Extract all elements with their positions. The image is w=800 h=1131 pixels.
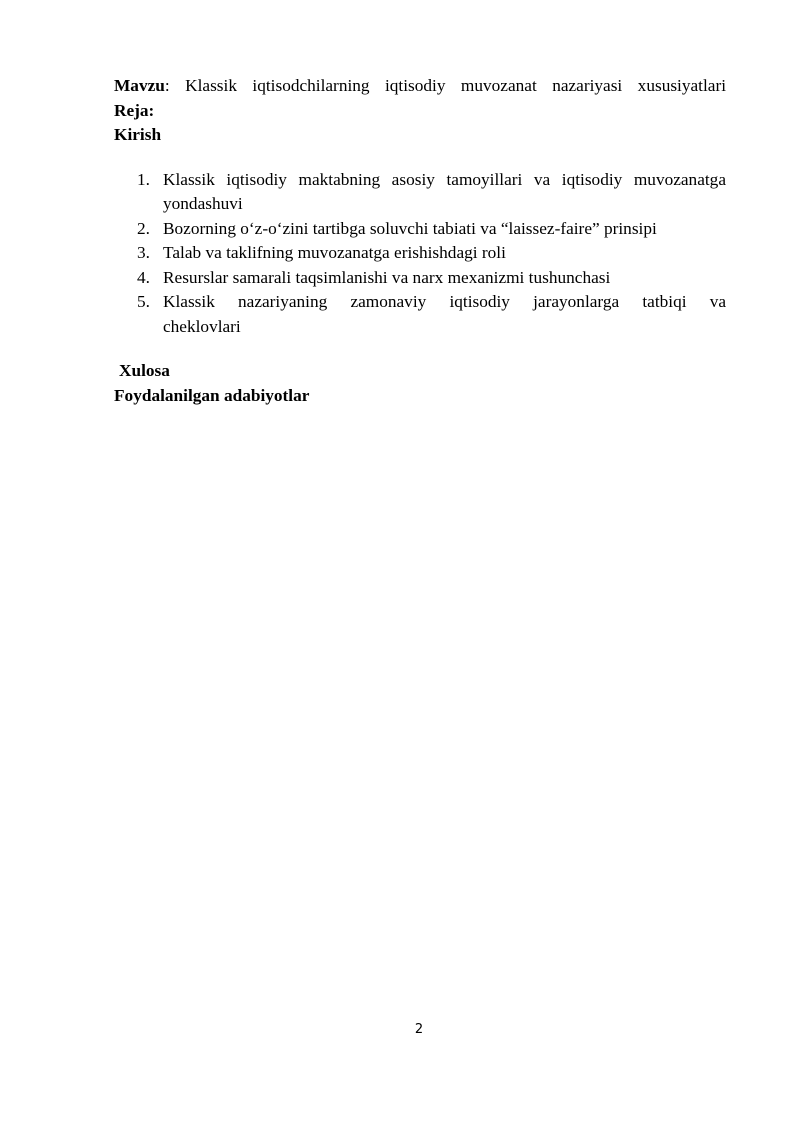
plan-item-2 xyxy=(114,217,726,242)
topic-label: Mavzu xyxy=(114,76,165,95)
plan-item-number: 5. xyxy=(137,292,150,311)
plan-item-text: Resurslar samarali taqsimlanishi va narx mexanizmi tushunchasi xyxy=(163,267,611,287)
plan-item-number: 2. xyxy=(137,218,150,238)
document-page xyxy=(114,74,726,408)
intro-heading: Kirish xyxy=(114,125,162,144)
plan-item-text: Klassik iqtisodiy maktabning asosiy tamoyillari va iqtisodiy muvozanatga yondashuvi xyxy=(163,169,726,213)
plan-item-number: 4. xyxy=(137,267,150,287)
plan-item-number: 1. xyxy=(137,169,150,189)
topic-line xyxy=(114,74,726,99)
page-number: 2 xyxy=(414,1022,424,1037)
plan-item-4 xyxy=(114,266,726,291)
plan-item-3 xyxy=(114,241,726,266)
plan-item-5 xyxy=(114,290,726,339)
plan-list xyxy=(114,168,726,340)
plan-heading: Reja: xyxy=(114,100,155,120)
plan-item-number: 3. xyxy=(137,243,150,262)
plan-item-1 xyxy=(114,168,726,217)
references-heading: Foydalanilgan adabiyotlar xyxy=(114,385,310,405)
plan-item-text-line-1: Klassik nazariyaning zamonaviy iqtisodiy jarayonlarga tatbiqi va xyxy=(163,292,726,311)
plan-item-text-line-2: cheklovlari xyxy=(163,316,241,336)
topic-text: Klassik iqtisodchilarning iqtisodiy muvozanat nazariyasi xususiyatlari xyxy=(169,76,726,95)
plan-item-text: Bozorning o‘z-o‘zini tartibga soluvchi tabiati va “laissez-faire” prinsipi xyxy=(163,218,657,238)
conclusion-heading: Xulosa xyxy=(119,361,170,380)
topic-separator: : xyxy=(164,76,170,95)
plan-item-text: Talab va taklifning muvozanatga erishishdagi roli xyxy=(163,243,506,262)
